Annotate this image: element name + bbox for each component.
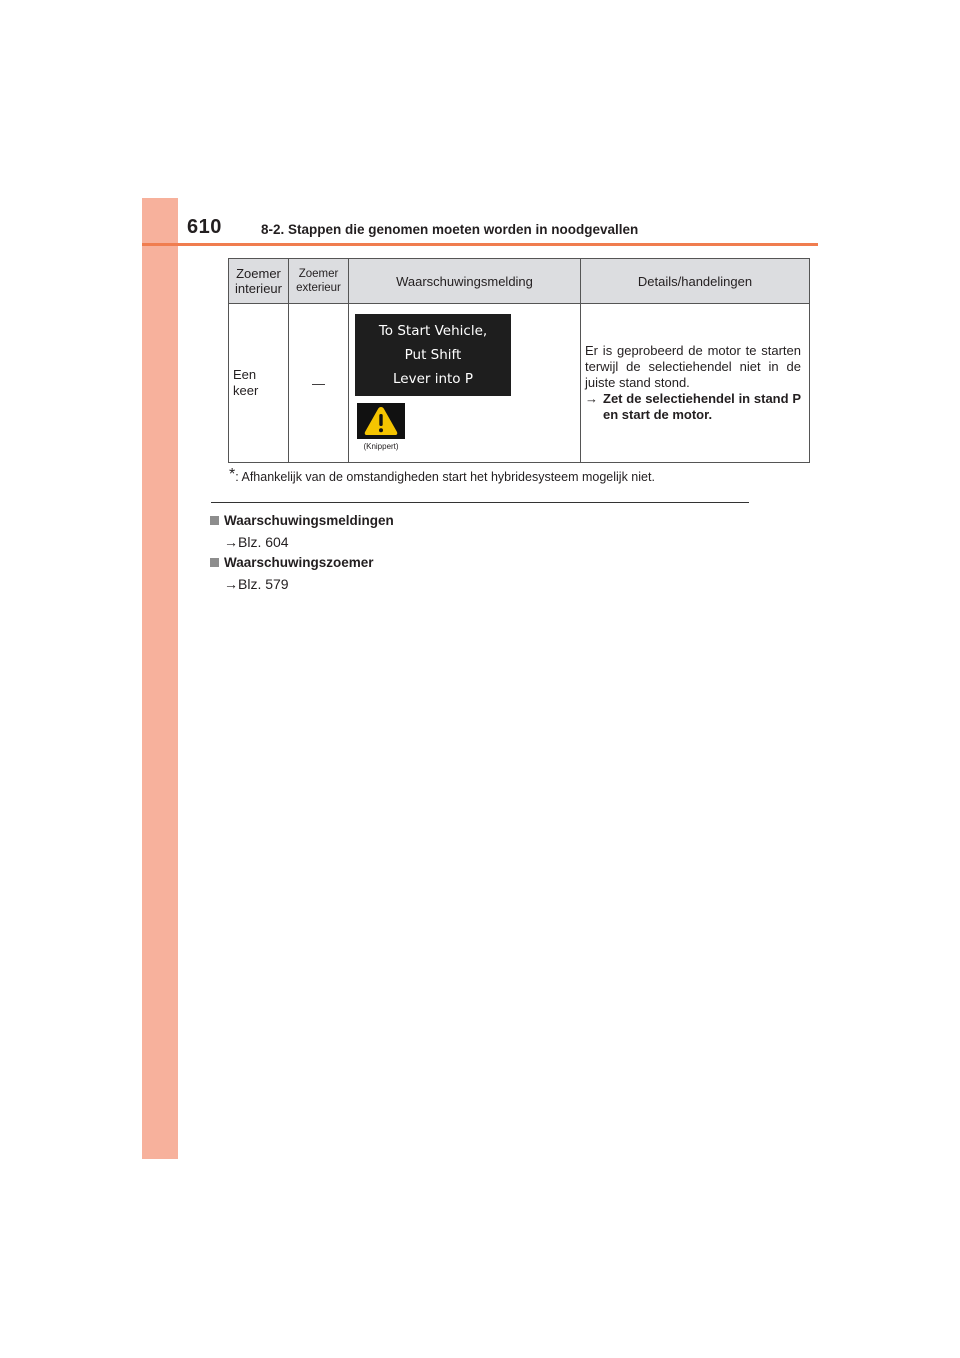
arrow-icon: →	[585, 391, 598, 406]
footnote-text: : Afhankelijk van de omstandigheden start het hybridesysteem mogelijk niet.	[235, 470, 655, 484]
exterior-buzzer-cell: —	[289, 304, 349, 463]
page-reference-link[interactable]: →Blz. 604	[224, 534, 289, 550]
multi-information-display	[355, 314, 511, 396]
footnote-marker: *	[229, 466, 236, 483]
header-rule	[142, 243, 818, 246]
reference-heading: Waarschuwingsmeldingen	[224, 513, 394, 528]
square-bullet-icon	[210, 516, 219, 525]
table-header-row	[229, 259, 810, 304]
display-line-3: Lever into P	[392, 371, 474, 387]
header-warning-message: Waarschuwingsmelding	[349, 259, 581, 304]
interior-buzzer-cell: Een keer	[229, 304, 289, 463]
table-row	[229, 304, 810, 463]
details-text: Er is geprobeerd de motor te starten terwijl de selectiehendel niet in de juiste stand stond.	[585, 343, 801, 390]
action-text: Zet de selectiehendel in stand P en start de motor.	[603, 391, 801, 422]
page-reference-link[interactable]: →Blz. 579	[224, 576, 289, 592]
section-title: 8-2. Stappen die genomen moeten worden in noodgevallen	[261, 222, 639, 237]
arrow-icon: →	[224, 534, 238, 550]
warning-triangle-icon	[357, 403, 405, 439]
square-bullet-icon	[210, 558, 219, 567]
arrow-icon: →	[224, 576, 238, 592]
header-details: Details/handelingen	[581, 259, 810, 304]
header-interior-buzzer: Zoemer interieur	[229, 259, 289, 304]
header-exterior-buzzer: Zoemer exterieur	[289, 259, 349, 304]
warning-table	[228, 258, 810, 463]
action-line	[585, 391, 801, 423]
reference-warning-buzzer	[210, 555, 374, 592]
section-divider	[211, 502, 749, 503]
reference-warning-messages	[210, 513, 394, 550]
display-line-2: Put Shift	[404, 347, 462, 363]
details-cell	[581, 304, 810, 463]
footnote	[229, 466, 655, 488]
reference-heading: Waarschuwingszoemer	[224, 555, 374, 570]
side-tab-band	[142, 198, 178, 1159]
page-number: 610	[187, 216, 222, 238]
blinking-note: (Knippert)	[363, 442, 399, 451]
warning-message-cell	[349, 304, 581, 463]
display-line-1: To Start Vehicle,	[378, 323, 488, 339]
